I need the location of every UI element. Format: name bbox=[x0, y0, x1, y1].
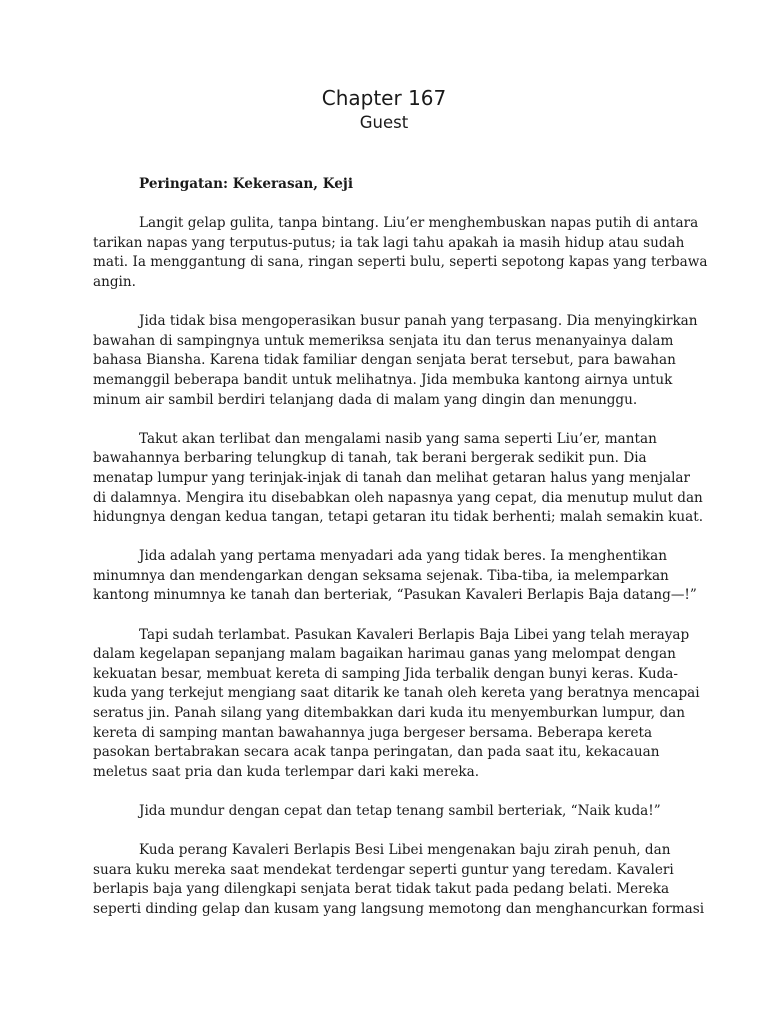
text-line: Jida tidak bisa mengoperasikan busur panah yang terpasang. Dia menyingkirkan bbox=[139, 313, 698, 330]
text-line: berlapis baja yang dilengkapi senjata berat tidak takut pada pedang belati. Mereka bbox=[93, 881, 670, 898]
text-line: Jida adalah yang pertama menyadari ada yang tidak beres. Ia menghentikan bbox=[139, 548, 668, 565]
paragraph bbox=[93, 430, 704, 528]
text-line: meletus saat pria dan kuda terlempar dari kaki mereka. bbox=[93, 763, 480, 780]
text-line: bawahannya berbaring telungkup di tanah, tak berani bergerak sedikit pun. Dia bbox=[93, 450, 647, 467]
text-line: mati. Ia menggantung di sana, ringan seperti bulu, seperti sepotong kapas yang terbawa bbox=[93, 254, 708, 271]
chapter-body bbox=[93, 175, 708, 939]
paragraph bbox=[93, 312, 698, 410]
text-line: suara kuku mereka saat mendekat terdengar seperti guntur yang teredam. Kavaleri bbox=[93, 861, 674, 878]
text-line: Kuda perang Kavaleri Berlapis Besi Libei mengenakan baju zirah penuh, dan bbox=[139, 842, 671, 859]
text-line: tarikan napas yang terputus-putus; ia tak lagi tahu apakah ia masih hidup atau sudah bbox=[93, 234, 685, 251]
text-line: kantong minumnya ke tanah dan berteriak, “Pasukan Kavaleri Berlapis Baja datang—!” bbox=[93, 587, 697, 604]
paragraph bbox=[93, 626, 700, 783]
paragraph-list bbox=[93, 214, 708, 919]
text-line: di dalamnya. Mengira itu disebabkan oleh napasnya yang cepat, dia menutup mulut dan bbox=[93, 489, 703, 506]
text-line: hidungnya dengan kedua tangan, tetapi getaran itu tidak berhenti; malah semakin kuat. bbox=[93, 509, 704, 526]
text-line: kekuatan besar, membuat kereta di samping Jida terbalik dengan bunyi keras. Kuda- bbox=[93, 665, 678, 682]
chapter-title: Chapter 167 bbox=[321, 86, 447, 110]
text-line: bahasa Biansha. Karena tidak familiar dengan senjata berat tersebut, para bawahan bbox=[93, 352, 676, 369]
text-line: pasokan bertabrakan secara acak tanpa peringatan, dan pada saat itu, kekacauan bbox=[93, 744, 660, 761]
text-line: Langit gelap gulita, tanpa bintang. Liu’er menghembuskan napas putih di antara bbox=[139, 215, 699, 232]
text-line: minumnya dan mendengarkan dengan seksama sejenak. Tiba-tiba, ia melemparkan bbox=[93, 567, 669, 584]
text-line: memanggil beberapa bandit untuk melihatnya. Jida membuka kantong airnya untuk bbox=[93, 371, 673, 388]
text-line: seratus jin. Panah silang yang ditembakkan dari kuda itu menyemburkan lumpur, dan bbox=[93, 705, 686, 722]
text-line: bawahan di sampingnya untuk memeriksa senjata itu dan terus menanyainya dalam bbox=[93, 332, 674, 349]
text-line: Jida mundur dengan cepat dan tetap tenang sambil berteriak, “Naik kuda!” bbox=[139, 803, 661, 819]
paragraph bbox=[93, 841, 705, 919]
paragraph bbox=[93, 214, 708, 292]
text-line: Tapi sudah terlambat. Pasukan Kavaleri Berlapis Baja Libei yang telah merayap bbox=[139, 626, 690, 643]
paragraph bbox=[93, 547, 697, 606]
text-line: minum air sambil berdiri telanjang dada di malam yang dingin dan menunggu. bbox=[93, 391, 638, 408]
text-line: kuda yang terkejut mengiang saat ditarik ke tanah oleh kereta yang beratnya mencapai bbox=[93, 685, 700, 702]
content-warning: Peringatan: Kekerasan, Keji bbox=[139, 176, 354, 192]
paragraph bbox=[93, 802, 673, 822]
text-line: dalam kegelapan sepanjang malam bagaikan harimau ganas yang melompat dengan bbox=[93, 646, 676, 663]
text-line: Takut akan terlibat dan mengalami nasib yang sama seperti Liu’er, mantan bbox=[139, 430, 657, 447]
text-line: kereta di samping mantan bawahannya juga bergeser bersama. Beberapa kereta bbox=[93, 724, 653, 741]
chapter-subtitle: Guest bbox=[359, 113, 409, 132]
text-line: menatap lumpur yang terinjak-injak di tanah dan melihat getaran halus yang menjalar bbox=[93, 469, 691, 486]
text-line: angin. bbox=[93, 273, 136, 290]
text-line: seperti dinding gelap dan kusam yang langsung memotong dan menghancurkan formasi bbox=[93, 900, 705, 917]
